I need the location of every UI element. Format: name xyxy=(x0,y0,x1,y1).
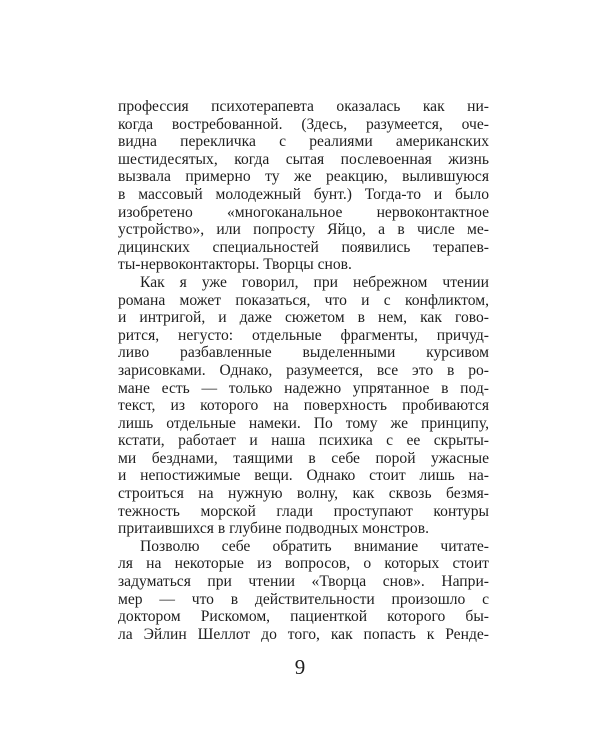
text-line: кстати, работает и наша психика с ее скрыты- xyxy=(118,432,489,450)
text-line: Как я уже говорил, при небрежном чтении xyxy=(140,273,489,291)
text-line: дицинских специальностей появились терапев- xyxy=(118,238,489,256)
page-number: 9 xyxy=(294,655,306,679)
text-line: видна перекличка с реалиями американских xyxy=(118,133,489,151)
text-line: Позволю себе обратить внимание читате- xyxy=(140,537,489,555)
text-line: доктором Рискомом, пациенткой которого бы- xyxy=(118,608,489,626)
text-line: в массовый молодежный бунт.) Тогда-то и было xyxy=(118,185,489,203)
text-line: задуматься при чтении «Творца снов». Напри- xyxy=(118,573,489,591)
text-line: шестидесятых, когда сытая послевоенная жизнь xyxy=(118,150,489,168)
paragraph xyxy=(118,274,489,538)
text-line: ты-нервоконтакторы. Творцы снов. xyxy=(118,256,352,274)
text-line: зарисовками. Однако, разумеется, все это в ро- xyxy=(118,361,489,379)
text-line: ливо разбавленные выделенными курсивом xyxy=(118,344,489,362)
body-text xyxy=(118,98,489,643)
text-line: вызвала примерно ту же реакцию, вылившуюся xyxy=(118,168,489,186)
text-line: рится, негусто: отдельные фрагменты, причуд- xyxy=(118,326,489,344)
text-line: изобретено «многоканальное нервоконтактное xyxy=(118,203,489,221)
text-line: ля на некоторые из вопросов, о которых стоит xyxy=(118,555,489,573)
text-line: мане есть — только надежно упрятанное в под- xyxy=(118,379,489,397)
paragraph xyxy=(118,538,489,644)
text-line: лишь отдельные намеки. По тому же принципу, xyxy=(118,414,489,432)
text-line: строиться на нужную волну, как сквозь безмя- xyxy=(118,485,489,503)
text-line: тежность морской глади проступают контуры xyxy=(118,502,489,520)
paragraph xyxy=(118,98,489,274)
text-line: романа может показаться, что и с конфликтом, xyxy=(118,291,489,309)
text-line: когда востребованной. (Здесь, разумеется, оче- xyxy=(118,115,489,133)
text-line: и интригой, и даже сюжетом в нем, как гово- xyxy=(118,309,489,327)
text-line: профессия психотерапевта оказалась как ни- xyxy=(118,98,489,115)
text-line: ла Эйлин Шеллот до того, как попасть к Ренде- xyxy=(118,625,489,643)
text-line: текст, из которого на поверхность пробиваются xyxy=(118,397,489,415)
text-line: мер — что в действительности произошло с xyxy=(118,590,489,608)
text-line: устройство», или попросту Яйцо, а в числе ме- xyxy=(118,221,489,239)
text-line: и непостижимые вещи. Однако стоит лишь на- xyxy=(118,467,489,485)
text-line: притаившихся в глубине подводных монстров. xyxy=(118,520,429,538)
text-line: ми безднами, таящими в себе порой ужасные xyxy=(118,449,489,467)
